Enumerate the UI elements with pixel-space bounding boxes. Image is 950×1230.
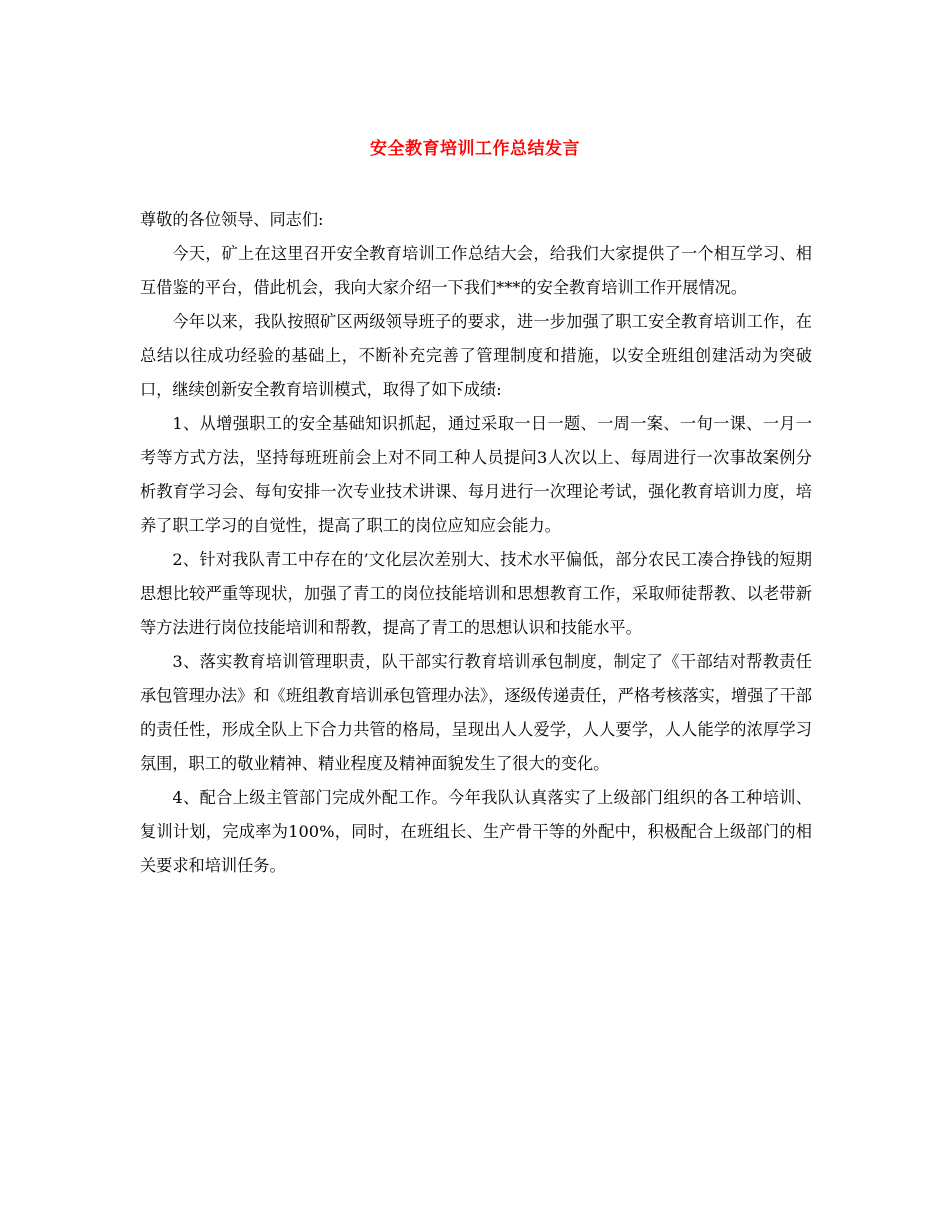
paragraph-intro: 今天，矿上在这里召开安全教育培训工作总结大会，给我们大家提供了一个相互学习、相互借鉴的平台，借此机会，我向大家介绍一下我们***的安全教育培训工作开展情况。 bbox=[140, 244, 812, 297]
paragraph-item-2: 2、针对我队青工中存在的’文化层次差别大、技术水平偏低，部分农民工凑合挣钱的短期思想比较严重等现状，加强了青工的岗位技能培训和思想教育工作，采取师徒帮教、以老带新等方法进行岗位技能培训和帮教，提高了青工的思想认识和技能水平。 bbox=[140, 550, 812, 637]
paragraph-overview: 今年以来，我队按照矿区两级领导班子的要求，进一步加强了职工安全教育培训工作，在总结以往成功经验的基础上，不断补充完善了管理制度和措施，以安全班组创建活动为突破口，继续创新安全教育培训模式，取得了如下成绩: bbox=[140, 312, 812, 399]
paragraph-item-3: 3、落实教育培训管理职责，队干部实行教育培训承包制度，制定了《干部结对帮教责任承包管理办法》和《班组教育培训承包管理办法》，逐级传递责任，严格考核落实，增强了干部的责任性，形成全队上下合力共管的格局，呈现出人人爱学，人人要学，人人能学的浓厚学习氛围，职工的敬业精神、精业程度及精神面貌发生了很大的变化。 bbox=[140, 652, 812, 773]
paragraph-item-4: 4、配合上级主管部门完成外配工作。今年我队认真落实了上级部门组织的各工种培训、复训计划，完成率为100%，同时，在班组长、生产骨干等的外配中，积极配合上级部门的相关要求和培训任务。 bbox=[140, 788, 812, 875]
document-title: 安全教育培训工作总结发言 bbox=[370, 139, 580, 159]
paragraph-item-1: 1、从增强职工的安全基础知识抓起，通过采取一日一题、一周一案、一旬一课、一月一考等方式方法，坚持每班班前会上对不同工种人员提问3人次以上、每周进行一次事故案例分析教育学习会、每旬安排一次专业技术讲课、每月进行一次理论考试，强化教育培训力度，培养了职工学习的自觉性，提高了职工的岗位应知应会能力。 bbox=[140, 414, 812, 535]
salutation: 尊敬的各位领导、同志们: bbox=[140, 210, 324, 229]
document-body bbox=[140, 203, 812, 883]
